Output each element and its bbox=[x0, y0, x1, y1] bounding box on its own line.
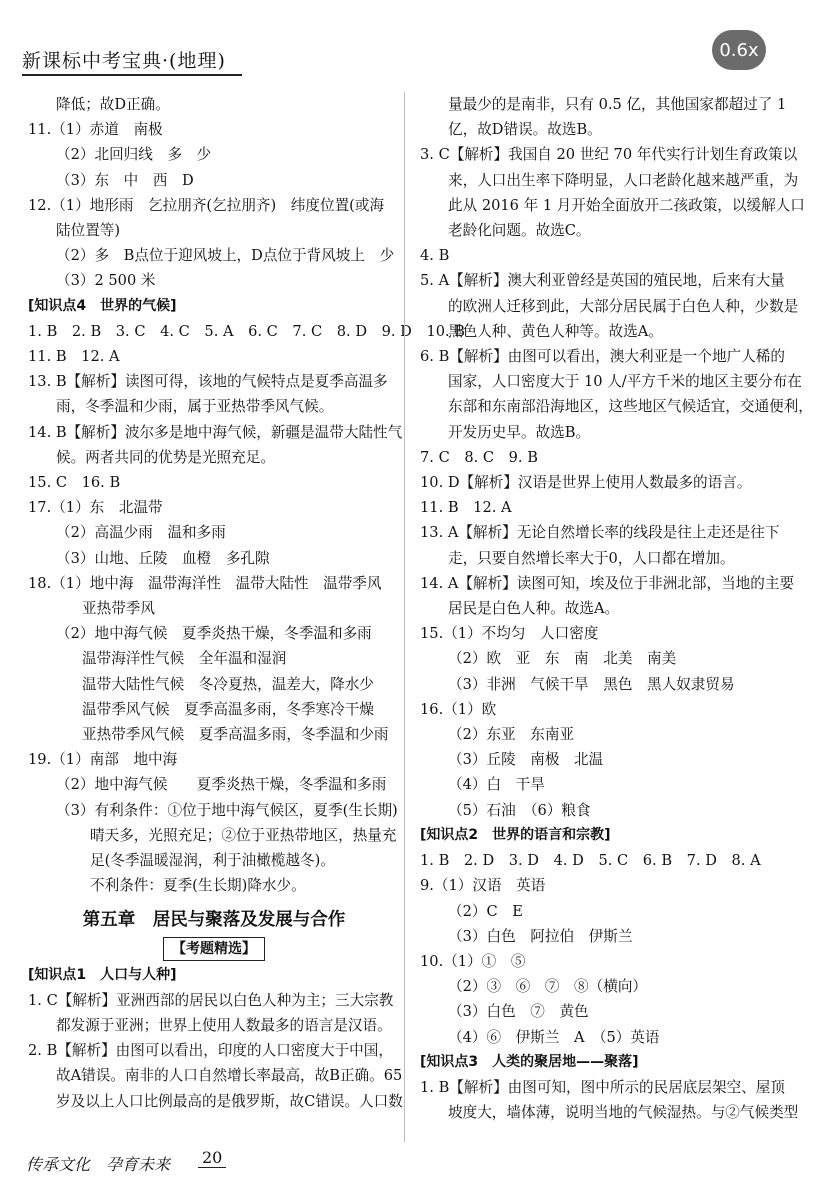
answer-line: （3）丘陵 南极 北温 bbox=[448, 751, 604, 769]
chapter-title: 第五章 居民与聚落及发展与合作 bbox=[82, 909, 346, 930]
answer-line: 17.（1）东 北温带 bbox=[28, 499, 163, 517]
section-heading: [知识点1 人口与人种] bbox=[28, 966, 177, 983]
answer-line: 亿，故D错误。故选B。 bbox=[448, 121, 602, 139]
answer-line: 1. B 2. B 3. C 4. C 5. A 6. C 7. C 8. D 9. D 10. B bbox=[28, 322, 466, 340]
answer-line: 陆位置等) bbox=[56, 222, 121, 240]
section-heading: [知识点3 人类的聚居地——聚落] bbox=[420, 1053, 639, 1070]
answer-line: 14. A【解析】读图可知，埃及位于非洲北部，当地的主要 bbox=[420, 574, 795, 592]
answer-line: 温带大陆性气候 冬冷夏热，温差大，降水少 bbox=[82, 675, 374, 693]
publisher-slogan: 传承文化 孕育未来 bbox=[26, 1155, 171, 1174]
answer-line: 19.（1）南部 地中海 bbox=[28, 751, 178, 769]
right-column bbox=[420, 92, 813, 1125]
answer-line: 温带季风气候 夏季高温多雨，冬季寒冷干燥 bbox=[82, 700, 374, 718]
answer-line: 18.（1）地中海 温带海洋性 温带大陆性 温带季风 bbox=[28, 574, 382, 592]
answer-line: 10. D【解析】汉语是世界上使用人数最多的语言。 bbox=[420, 474, 752, 492]
section-heading: [知识点4 世界的气候] bbox=[28, 297, 177, 314]
answer-line: （4）⑥ 伊斯兰 A （5）英语 bbox=[448, 1028, 660, 1046]
answer-line: 11.（1）赤道 南极 bbox=[28, 121, 163, 139]
answer-line: 国家，人口密度大于 10 人/平方千米的地区主要分布在 bbox=[448, 373, 802, 391]
answer-line: 15.（1）不均匀 人口密度 bbox=[420, 625, 599, 643]
answer-line: 1. B 2. D 3. D 4. D 5. C 6. B 7. D 8. A bbox=[420, 852, 761, 870]
answer-line: 亚热带季风气候 夏季高温多雨，冬季温和少雨 bbox=[82, 726, 389, 744]
answer-line: 岁及以上人口比例最高的是俄罗斯，故C错误。人口数 bbox=[56, 1092, 403, 1110]
answer-line: 12.（1）地形雨 乞拉朋齐(乞拉朋齐) 纬度位置(或海 bbox=[28, 196, 385, 214]
answer-line: （3）有利条件：①位于地中海气候区，夏季(生长期) bbox=[56, 801, 398, 819]
answer-line: 的欧洲人迁移到此，大部分居民属于白色人种，少数是 bbox=[448, 297, 799, 315]
boxed-label-text: 【考题精选】 bbox=[163, 937, 265, 961]
page-number: 20 bbox=[198, 1148, 226, 1168]
answer-line: 居民是白色人种。故选A。 bbox=[448, 600, 620, 618]
answer-line: 1. B【解析】由图可知，图中所示的民居底层架空、屋顶 bbox=[420, 1078, 785, 1096]
answer-line: （2）C E bbox=[448, 902, 523, 920]
answer-line: 黑色人种、黄色人种等。故选A。 bbox=[448, 322, 663, 340]
answer-line: 10.（1）① ⑤ bbox=[420, 952, 526, 970]
answer-line: 1. C【解析】亚洲西部的居民以白色人种为主；三大宗教 bbox=[28, 991, 394, 1009]
answer-line: 11. B 12. A bbox=[420, 499, 512, 517]
answer-line: 7. C 8. C 9. B bbox=[420, 448, 538, 466]
answer-line: 走，只要自然增长率大于0，人口都在增加。 bbox=[448, 549, 735, 567]
answer-line: （5）石油 （6）粮食 bbox=[448, 801, 591, 819]
header-rule bbox=[22, 74, 242, 76]
page-footer bbox=[26, 1142, 326, 1182]
column-divider bbox=[404, 92, 405, 1142]
answer-line: 都发源于亚洲；世界上使用人数最多的语言是汉语。 bbox=[56, 1016, 392, 1034]
section-heading: [知识点2 世界的语言和宗教] bbox=[420, 826, 611, 843]
answer-line: （3）白色 ⑦ 黄色 bbox=[448, 1003, 589, 1021]
zoom-badge[interactable]: 0.6x bbox=[712, 30, 766, 70]
answer-line: 9.（1）汉语 英语 bbox=[420, 877, 546, 895]
answer-line: 亚热带季风 bbox=[82, 600, 155, 618]
answer-line: （2）地中海气候 夏季炎热干燥，冬季温和多雨 bbox=[56, 625, 372, 643]
answer-line: 不利条件：夏季(生长期)降水少。 bbox=[90, 877, 306, 895]
answer-line: 开发历史早。故选B。 bbox=[448, 423, 591, 441]
answer-line: 6. B【解析】由图可以看出，澳大利亚是一个地广人稀的 bbox=[420, 348, 785, 366]
answer-line: 故A错误。南非的人口自然增长率最高，故B正确。65 bbox=[56, 1067, 403, 1085]
answer-line: （2）地中海气候 夏季炎热干燥，冬季温和多雨 bbox=[56, 776, 387, 794]
answer-line: （2）高温少雨 温和多雨 bbox=[56, 524, 226, 542]
answer-line: （2）多 B点位于迎风坡上，D点位于背风坡上 少 bbox=[56, 247, 395, 265]
answer-line: 老龄化问题。故选C。 bbox=[448, 222, 591, 240]
answer-line: 足(冬季温暖湿润，利于油橄榄越冬)。 bbox=[90, 852, 335, 870]
answer-line: （3）山地、丘陵 血橙 多孔隙 bbox=[56, 549, 270, 567]
answer-line: （3）白色 阿拉伯 伊斯兰 bbox=[448, 927, 633, 945]
answer-line: 来，人口出生率下降明显，人口老龄化越来越严重，为 bbox=[448, 171, 799, 189]
answer-line: （3）非洲 气候干旱 黑色 黑人奴隶贸易 bbox=[448, 675, 735, 693]
answer-line: 11. B 12. A bbox=[28, 348, 120, 366]
boxed-label bbox=[28, 935, 400, 963]
answer-line: 5. A【解析】澳大利亚曾经是英国的殖民地，后来有大量 bbox=[420, 272, 785, 290]
answer-line: （3）2 500 米 bbox=[56, 272, 156, 290]
book-title: 新课标中考宝典·(地理) bbox=[22, 50, 226, 72]
answer-line: （4）白 干旱 bbox=[448, 776, 545, 794]
answer-line: 16.（1）欧 bbox=[420, 700, 497, 718]
answer-line: （2）③ ⑥ ⑦ ⑧（横向） bbox=[448, 978, 648, 996]
answer-line: 14. B【解析】波尔多是地中海气候，新疆是温带大陆性气 bbox=[28, 423, 403, 441]
answer-line: 13. B【解析】读图可得，该地的气候特点是夏季高温多 bbox=[28, 373, 388, 391]
answer-line: （3）东 中 西 D bbox=[56, 171, 194, 189]
answer-line: 雨，冬季温和少雨，属于亚热带季风气候。 bbox=[56, 398, 334, 416]
answer-line: 此从 2016 年 1 月开始全面放开二孩政策，以缓解人口 bbox=[448, 196, 805, 214]
answer-line: 4. B bbox=[420, 247, 450, 265]
answer-line: 东部和东南部沿海地区，这些地区气候适宜，交通便利， bbox=[448, 398, 813, 416]
answer-line: （2）北回归线 多 少 bbox=[56, 146, 212, 164]
answer-line: 2. B【解析】由图可以看出，印度的人口密度大于中国， bbox=[28, 1042, 393, 1060]
answer-line: 15. C 16. B bbox=[28, 474, 121, 492]
answer-line: 量最少的是南非，只有 0.5 亿，其他国家都超过了 1 bbox=[448, 96, 787, 113]
answer-line: （2）欧 亚 东 南 北美 南美 bbox=[448, 650, 677, 668]
answer-line: 候。两者共同的优势是光照充足。 bbox=[56, 448, 275, 466]
answer-line: （2）东亚 东南亚 bbox=[448, 726, 575, 744]
answer-line: 13. A【解析】无论自然增长率的线段是往上走还是往下 bbox=[420, 524, 780, 542]
answer-line: 晴天多，光照充足；②位于亚热带地区，热量充 bbox=[90, 826, 397, 844]
page-header bbox=[22, 38, 782, 78]
answer-line: 坡度大，墙体薄，说明当地的气候湿热。与②气候类型 bbox=[448, 1104, 799, 1122]
answer-line: 降低；故D正确。 bbox=[56, 96, 170, 113]
answer-line: 3. C【解析】我国自 20 世纪 70 年代实行计划生育政策以 bbox=[420, 146, 798, 164]
answer-line: 温带海洋性气候 全年温和湿润 bbox=[82, 650, 287, 668]
